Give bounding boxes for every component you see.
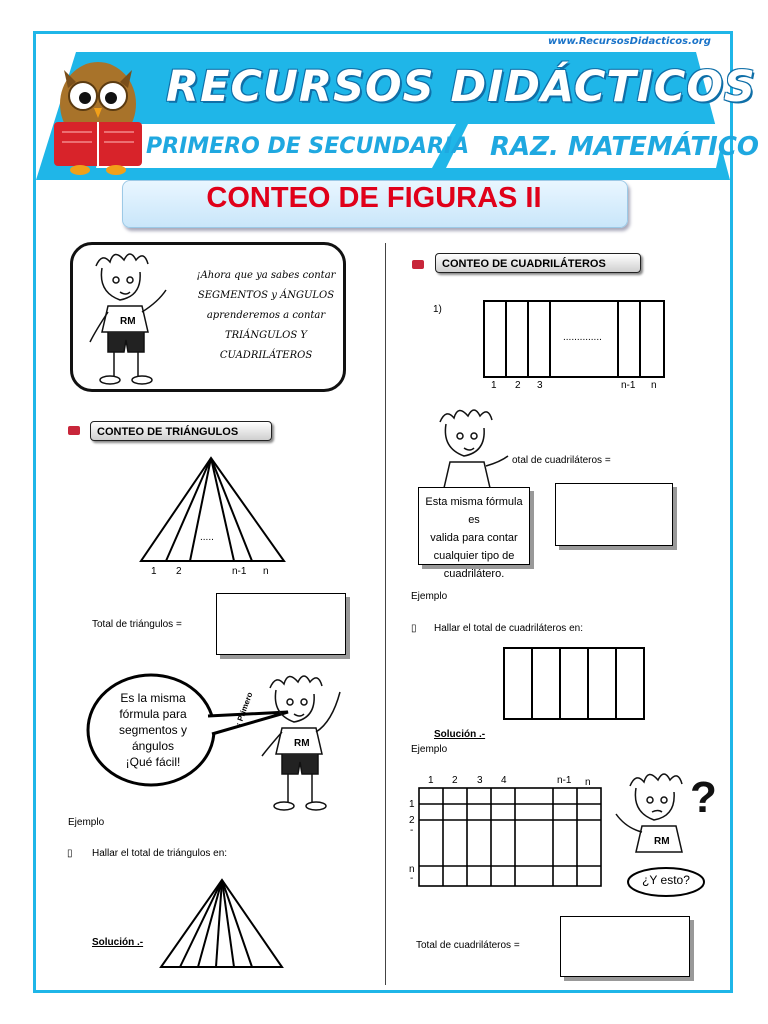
checkbox-icon: ▯ (67, 848, 73, 859)
bullet-icon (412, 260, 424, 269)
owl-reading-icon (50, 52, 146, 178)
bubble-line-4: ángulos (131, 739, 175, 753)
triangles-total-label: Total de triángulos = (92, 619, 182, 630)
triangles-example-label: Ejemplo (68, 817, 105, 828)
formula-note (418, 487, 530, 580)
grid-top-label-2: 2 (452, 775, 458, 786)
checkbox-icon: ▯ (411, 623, 417, 634)
triangles-solution-label: Solución .- (92, 937, 144, 948)
quads-example2-label: Ejemplo (411, 744, 448, 755)
grid-top-label-n-1: n-1 (557, 775, 572, 786)
column-divider (385, 243, 386, 985)
cartoon-boy-icon (432, 400, 516, 492)
svg-text:RM: RM (294, 738, 310, 749)
quads-example-prompt: Hallar el total de cuadriláteros en: (434, 623, 583, 634)
svg-text:RM: RM (120, 316, 136, 327)
triangle-label-2: 2 (176, 566, 182, 577)
triangles-example-prompt: Hallar el total de triángulos en: (92, 848, 228, 859)
brand-title: RECURSOS DIDÁCTICOS (166, 62, 756, 112)
note-line-2: valida para contar (430, 532, 518, 544)
triangle-label-1: 1 (151, 566, 157, 577)
quad-label-n: n (651, 380, 657, 391)
grid-top-label-4: 4 (501, 775, 507, 786)
intro-text (190, 266, 342, 366)
quads-answer-box-2[interactable] (560, 916, 690, 977)
svg-text:?: ? (690, 773, 717, 822)
site-url[interactable]: www.RecursosDidacticos.org (548, 36, 711, 47)
bubble-line-2: fórmula para (119, 707, 187, 721)
note-line-4: cuadrilátero. (443, 568, 505, 580)
triangles-heading: CONTEO DE TRIÁNGULOS (90, 421, 272, 441)
quad-label-3: 3 (537, 380, 543, 391)
intro-line-4: TRIÁNGULOS Y (224, 330, 307, 341)
grid-side-label-2: 2 (409, 815, 415, 826)
grid-side-label-n: n (409, 864, 415, 875)
cartoon-boy-icon (86, 246, 178, 388)
cartoon-boy-icon (250, 666, 350, 816)
quads-item-number: 1) (433, 304, 442, 315)
grid-top-label-n: n (585, 777, 591, 788)
grade-label: PRIMERO DE SECUNDARIA (146, 134, 470, 159)
bubble-line-3: segmentos y (118, 723, 188, 737)
subject-label: RAZ. MATEMÁTICO (490, 132, 760, 162)
triangle-example-figure (158, 877, 286, 971)
grid-side-label-dash-2: - (410, 873, 414, 884)
quads-solution-label: Solución .- (434, 729, 486, 740)
intro-line-5: CUADRILÁTEROS (219, 350, 313, 361)
quads-example-label: Ejemplo (411, 591, 448, 602)
intro-line-3: aprenderemos a contar (206, 310, 326, 321)
intro-line-2: SEGMENTOS y ÁNGULOS (197, 290, 335, 301)
shirt-text: ¡ Primero (234, 690, 255, 728)
bubble-text (106, 690, 200, 770)
quad-example-figure (502, 646, 646, 721)
triangle-dots: ..... (200, 532, 214, 543)
grid-top-label-1: 1 (428, 775, 434, 786)
question-text: ¿Y esto? (642, 873, 690, 887)
quad-grid-figure (417, 786, 603, 888)
quads-answer-box[interactable] (555, 483, 673, 546)
note-line-1: Esta misma fórmula es (425, 496, 523, 526)
bubble-line-1: Es la misma (120, 691, 186, 705)
quad-dots: .............. (563, 332, 602, 343)
bullet-icon (68, 426, 80, 435)
quads-heading: CONTEO DE CUADRILÁTEROS (435, 253, 641, 273)
grid-side-label-dash: - (410, 825, 414, 836)
triangle-label-n: n (263, 566, 269, 577)
svg-text:RM: RM (654, 836, 670, 847)
quads-total-label: otal de cuadriláteros = (512, 455, 611, 466)
quad-label-1: 1 (491, 380, 497, 391)
quads-total-label-2: Total de cuadriláteros = (416, 940, 520, 951)
grid-side-label-1: 1 (409, 799, 415, 810)
quad-label-2: 2 (515, 380, 521, 391)
grid-top-label-3: 3 (477, 775, 483, 786)
intro-line-1: ¡Ahora que ya sabes contar (196, 270, 336, 281)
question-mark-icon (688, 772, 724, 822)
triangle-fan-figure (138, 455, 288, 575)
note-line-3: cualquier tipo de (433, 550, 515, 562)
bubble-line-5: ¡Qué fácil! (125, 755, 181, 769)
triangle-label-n-1: n-1 (232, 566, 247, 577)
quad-label-n-1: n-1 (621, 380, 636, 391)
triangles-answer-box[interactable] (216, 593, 346, 655)
topic-title: CONTEO DE FIGURAS II (206, 182, 542, 214)
